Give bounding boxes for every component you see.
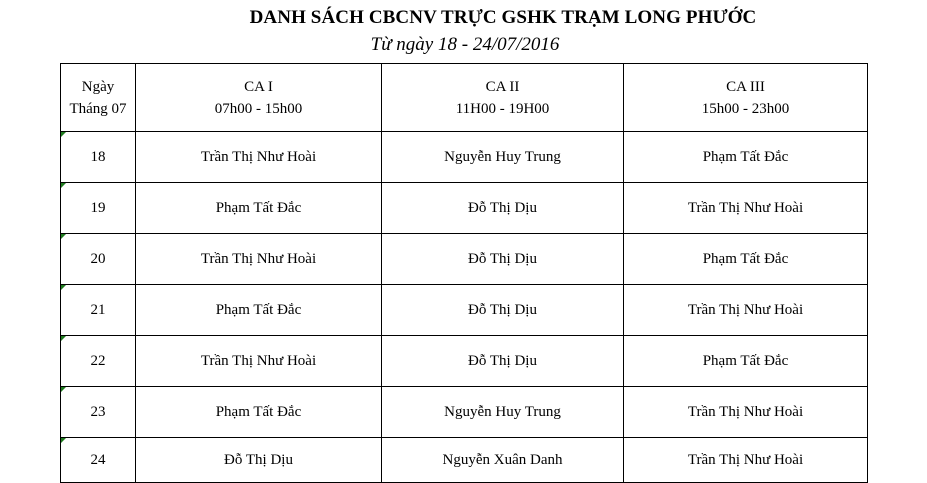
day-cell: [61, 285, 136, 336]
ca2-cell: Nguyễn Huy Trung: [382, 132, 624, 183]
shift-name: CA II: [485, 78, 520, 95]
table-header-row: [61, 64, 868, 132]
page-title: DANH SÁCH CBCNV TRỰC GSHK TRẠM LONG PHƯỚC: [249, 7, 757, 28]
ca1-cell: Phạm Tất Đắc: [136, 183, 382, 234]
ca1-cell: Trần Thị Như Hoài: [136, 336, 382, 387]
day-value: 19: [90, 199, 106, 216]
cell-comment-marker: [61, 387, 66, 392]
table-row: [61, 234, 868, 285]
day-cell: [61, 438, 136, 483]
ca2-cell: Đỗ Thị Dịu: [382, 234, 624, 285]
cell-comment-marker: [61, 285, 66, 290]
duty-roster-table: [60, 63, 868, 483]
table-row: [61, 336, 868, 387]
table-row: [61, 285, 868, 336]
shift-hours: 07h00 - 15h00: [214, 100, 303, 117]
ca1-cell: Trần Thị Như Hoài: [136, 132, 382, 183]
shift-name: CA III: [726, 78, 765, 95]
day-cell: [61, 336, 136, 387]
ca3-cell: Trần Thị Như Hoài: [624, 183, 868, 234]
ca2-cell: Đỗ Thị Dịu: [382, 183, 624, 234]
ca2-cell: Đỗ Thị Dịu: [382, 285, 624, 336]
ca3-cell: Phạm Tất Đắc: [624, 336, 868, 387]
table-row: [61, 183, 868, 234]
shift-header-ca2: [382, 64, 624, 132]
day-cell: [61, 183, 136, 234]
ca3-cell: Trần Thị Như Hoài: [624, 438, 868, 483]
ca3-cell: Trần Thị Như Hoài: [624, 285, 868, 336]
table-row: [61, 438, 868, 483]
day-value: 23: [90, 403, 106, 420]
ca3-cell: Phạm Tất Đắc: [624, 234, 868, 285]
shift-hours: 11H00 - 19H00: [455, 100, 550, 117]
day-cell: [61, 387, 136, 438]
cell-comment-marker: [61, 438, 66, 443]
page-subtitle: Từ ngày 18 - 24/07/2016: [370, 34, 560, 55]
day-value: 22: [90, 352, 106, 369]
ca3-cell: Phạm Tất Đắc: [624, 132, 868, 183]
shift-header-ca3: [624, 64, 868, 132]
day-header-line1: Ngày: [81, 78, 115, 95]
day-value: 24: [90, 451, 106, 468]
ca1-cell: Phạm Tất Đắc: [136, 387, 382, 438]
ca1-cell: Phạm Tất Đắc: [136, 285, 382, 336]
shift-hours: 15h00 - 23h00: [701, 100, 790, 117]
ca2-cell: Nguyễn Huy Trung: [382, 387, 624, 438]
ca1-cell: Đỗ Thị Dịu: [136, 438, 382, 483]
day-cell: [61, 234, 136, 285]
day-value: 21: [90, 301, 106, 318]
ca1-cell: Trần Thị Như Hoài: [136, 234, 382, 285]
ca2-cell: Nguyễn Xuân Danh: [382, 438, 624, 483]
day-value: 18: [90, 148, 106, 165]
cell-comment-marker: [61, 234, 66, 239]
cell-comment-marker: [61, 336, 66, 341]
table-row: [61, 387, 868, 438]
day-header-line2: Tháng 07: [69, 100, 127, 117]
day-column-header: [61, 64, 136, 132]
ca2-cell: Đỗ Thị Dịu: [382, 336, 624, 387]
shift-name: CA I: [244, 78, 273, 95]
ca3-cell: Trần Thị Như Hoài: [624, 387, 868, 438]
day-value: 20: [90, 250, 106, 267]
day-cell: [61, 132, 136, 183]
cell-comment-marker: [61, 183, 66, 188]
table-row: [61, 132, 868, 183]
shift-header-ca1: [136, 64, 382, 132]
cell-comment-marker: [61, 132, 66, 137]
